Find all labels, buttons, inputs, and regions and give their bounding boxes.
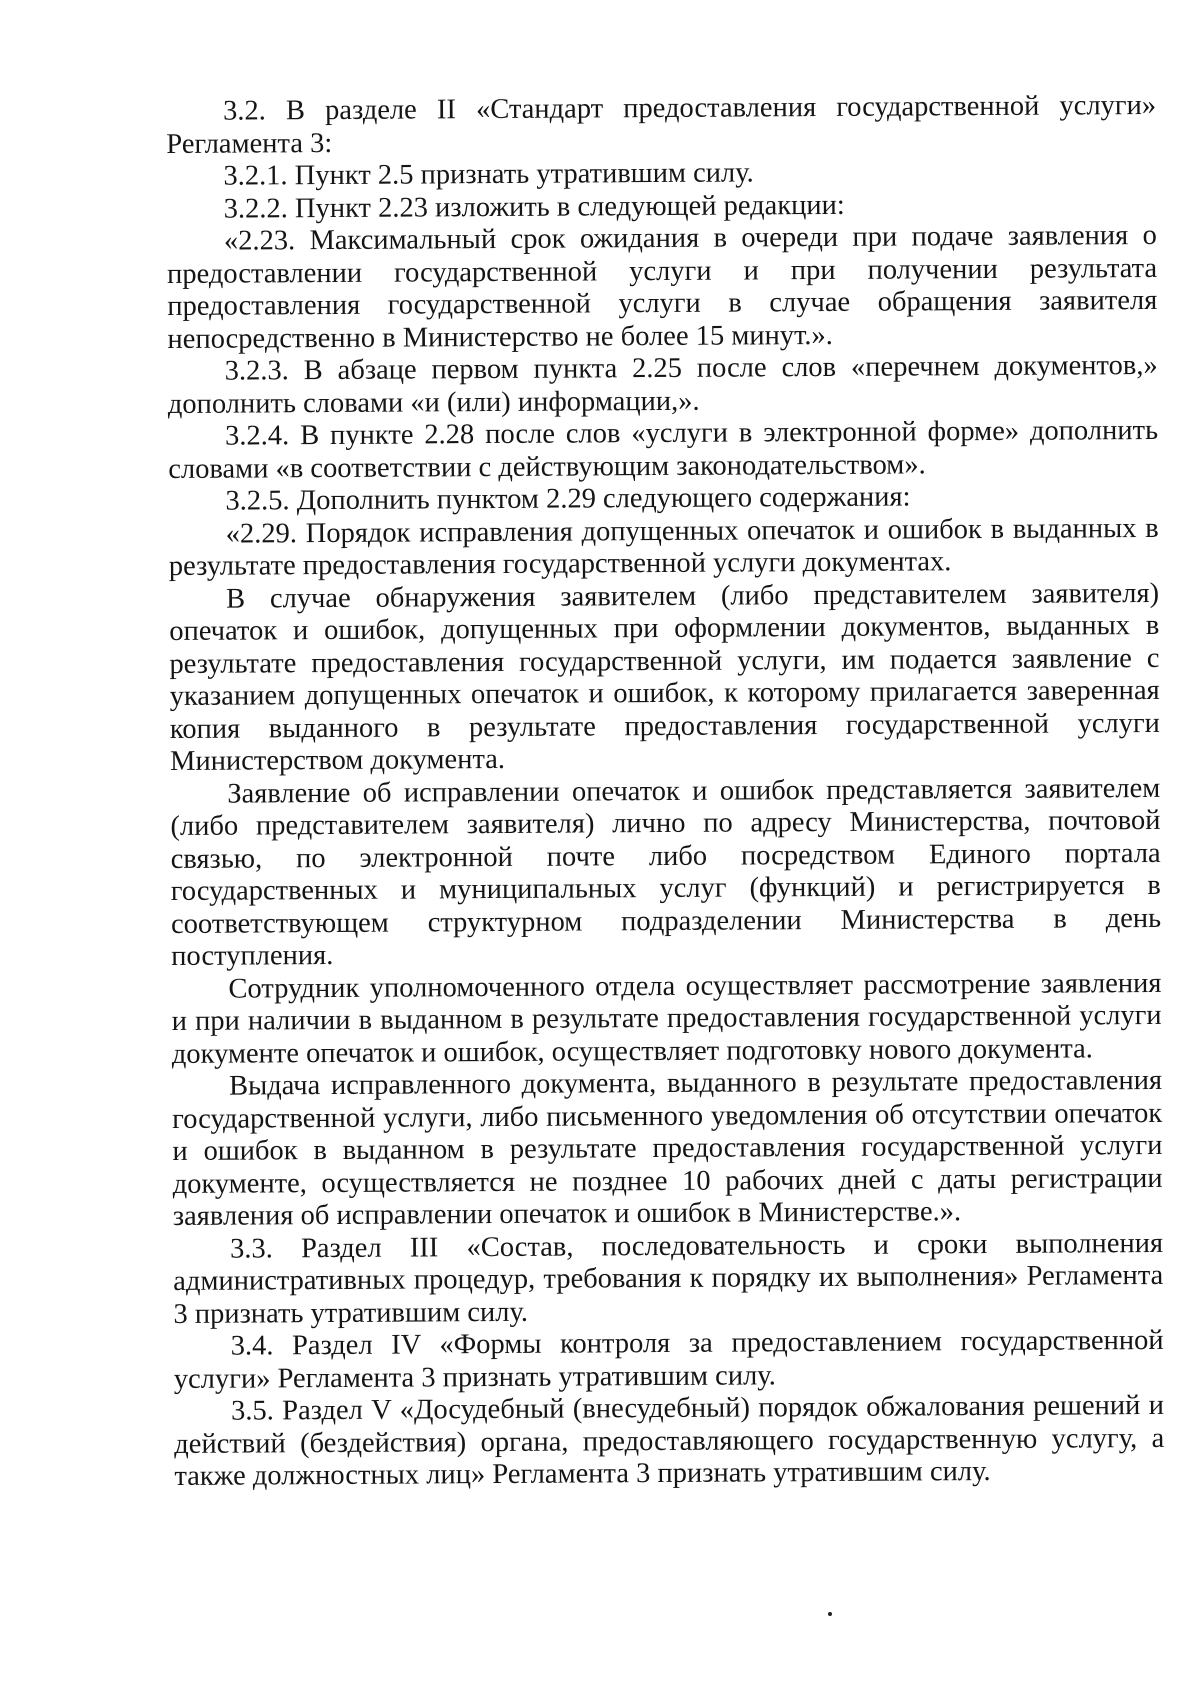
document-page [166,90,1165,1494]
paragraph-3-3: 3.3. Раздел III «Состав, последовательность и сроки выполнения административных процедур, требования к порядку их выполнения» Регламента 3 признать утратившим силу. [173,1227,1164,1330]
paragraph-error-discovery: В случае обнаружения заявителем (либо представителем заявителя) опечаток и ошибок, допущенных при оформлении документов, выданных в результате предоставления государственной услуги, им подается заявление с указанием допущенных опечаток и ошибок, к которому прилагается заверенная копия выданного в результате предоставления государственной услуги Министерством документа. [169,577,1160,777]
paragraph-3-2: 3.2. В разделе II «Стандарт предоставления государственной услуги» Регламента 3: [166,89,1157,160]
paragraph-2-29: «2.29. Порядок исправления допущенных опечаток и ошибок в выданных в результате предоставления государственной услуги документах. [168,512,1159,582]
paragraph-2-23: «2.23. Максимальный срок ожидания в очереди при подаче заявления о предоставлении государственной услуги и при получении результата предоставления государственной услуги в случае обращения заявителя непосредственно в Министерство не более 15 минут.». [166,219,1158,355]
paragraph-3-2-5: 3.2.5. Дополнить пунктом 2.29 следующего содержания: [225,481,911,517]
paragraph-3-2-3: 3.2.3. В абзаце первом пункта 2.25 после слов «перечнем документов,» дополнить словами «и (или) информации,». [167,349,1158,420]
paragraph-3-2-2: 3.2.2. Пункт 2.23 изложить в следующей редакции: [223,189,845,225]
paragraph-3-2-1: 3.2.1. Пункт 2.5 признать утратившим силу. [223,157,754,192]
paragraph-3-5: 3.5. Раздел V «Досудебный (внесудебный) порядок обжалования решений и действий (бездействия) органа, предоставляющего государственную услугу, а также должностных лиц» Регламента 3 признать утратившим силу. [174,1389,1165,1492]
paragraph-3-2-4: 3.2.4. В пункте 2.28 после слов «услуги в электронной форме» дополнить словами «в соответствии с действующим законодательством». [168,414,1159,485]
paragraph-3-4: 3.4. Раздел IV «Формы контроля за предоставлением государственной услуги» Регламента 3 признать утратившим силу. [173,1324,1164,1395]
paragraph-employee-review: Сотрудник уполномоченного отдела осуществляет рассмотрение заявления и при наличии в выданном в результате предоставления государственной услуги документе опечаток и ошибок, осуществляет подготовку нового документа. [171,967,1162,1070]
scan-dot-mark [828,1612,832,1616]
paragraph-corrected-document-issue: Выдача исправленного документа, выданного в результате предоставления государственной услуги, либо письменного уведомления об отсутствии опечаток и ошибок в выданном в результате предоставления государственной услуги документе, осуществляется не позднее 10 рабочих дней с даты регистрации заявления об исправлении опечаток и ошибок в Министерстве.». [172,1064,1163,1232]
paragraph-application-submission: Заявление об исправлении опечаток и ошибок представляется заявителем (либо представителем заявителя) лично по адресу Министерства, почтовой связью, по электронной почте либо посредством Единого портала государственных и муниципальных услуг (функций) и регистрируется в соответствующем структурном подразделении Министерства в день поступления. [170,772,1162,972]
